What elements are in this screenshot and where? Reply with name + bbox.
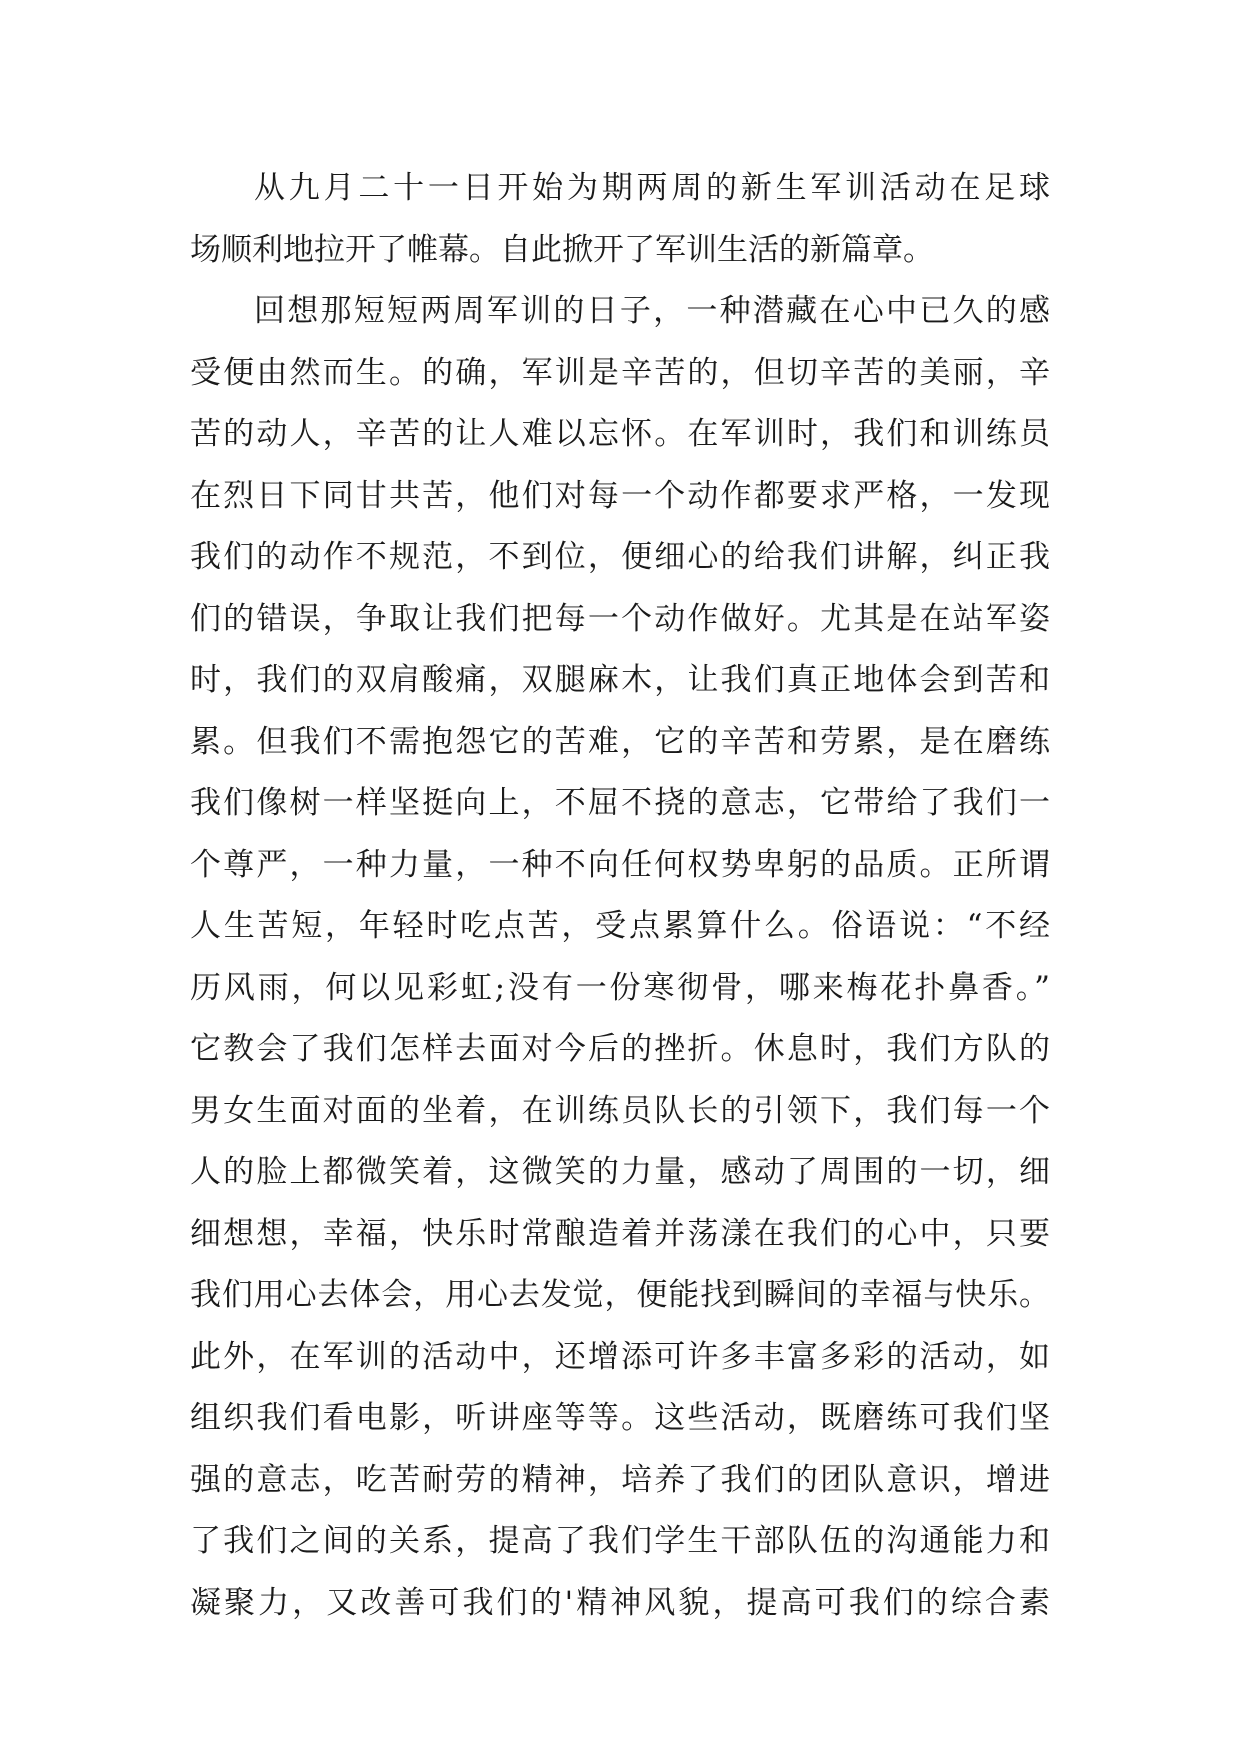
- text-line: 细想想，幸福，快乐时常酿造着并荡漾在我们的心中，只要: [190, 1215, 1050, 1252]
- text-line: 它教会了我们怎样去面对今后的挫折。休息时，我们方队的: [190, 1031, 1050, 1067]
- text-line: 从九月二十一日开始为期两周的新生军训活动在足球: [254, 170, 1050, 206]
- text-line: 我们用心去体会，用心去发觉，便能找到瞬间的幸福与快乐。: [190, 1277, 1050, 1313]
- text-line: 人的脸上都微笑着，这微笑的力量，感动了周围的一切，细: [190, 1154, 1050, 1190]
- text-line: 组织我们看电影，听讲座等等。这些活动，既磨练可我们坚: [190, 1400, 1050, 1436]
- text-line: 我们的动作不规范，不到位，便细心的给我们讲解，纠正我: [190, 539, 1050, 575]
- body-text: [190, 158, 1050, 1634]
- text-line: 强的意志，吃苦耐劳的精神，培养了我们的团队意识，增进: [190, 1461, 1050, 1498]
- text-line: 我们像树一样坚挺向上，不屈不挠的意志，它带给了我们一: [190, 785, 1050, 821]
- text-line: 人生苦短，年轻时吃点苦，受点累算什么。俗语说：“不经: [190, 908, 1050, 944]
- text-line: 凝聚力，又改善可我们的'精神风貌，提高可我们的综合素: [190, 1584, 1050, 1621]
- paragraph-1: [190, 158, 1050, 281]
- text-line: 受便由然而生。的确，军训是辛苦的，但切辛苦的美丽，辛: [190, 354, 1050, 391]
- text-line: 回想那短短两周军训的日子，一种潜藏在心中已久的感: [254, 293, 1050, 329]
- text-line: 时，我们的双肩酸痛，双腿麻木，让我们真正地体会到苦和: [190, 662, 1050, 698]
- text-line: 历风雨，何以见彩虹;没有一份寒彻骨，哪来梅花扑鼻香。”: [190, 969, 1050, 1006]
- text-line: 男女生面对面的坐着，在训练员队长的引领下，我们每一个: [190, 1092, 1050, 1129]
- text-line: 苦的动人，辛苦的让人难以忘怀。在军训时，我们和训练员: [190, 416, 1050, 452]
- text-line: 了我们之间的关系，提高了我们学生干部队伍的沟通能力和: [190, 1523, 1050, 1559]
- text-line: 累。但我们不需抱怨它的苦难，它的辛苦和劳累，是在磨练: [190, 723, 1050, 760]
- text-line: 此外，在军训的活动中，还增添可许多丰富多彩的活动，如: [190, 1338, 1050, 1375]
- paragraph-2: [190, 281, 1050, 1634]
- text-line: 场顺利地拉开了帷幕。自此掀开了军训生活的新篇章。: [190, 231, 934, 268]
- text-line: 个尊严，一种力量，一种不向任何权势卑躬的品质。正所谓: [190, 846, 1050, 883]
- text-line: 们的错误，争取让我们把每一个动作做好。尤其是在站军姿: [190, 600, 1050, 637]
- text-line: 在烈日下同甘共苦，他们对每一个动作都要求严格，一发现: [190, 477, 1050, 514]
